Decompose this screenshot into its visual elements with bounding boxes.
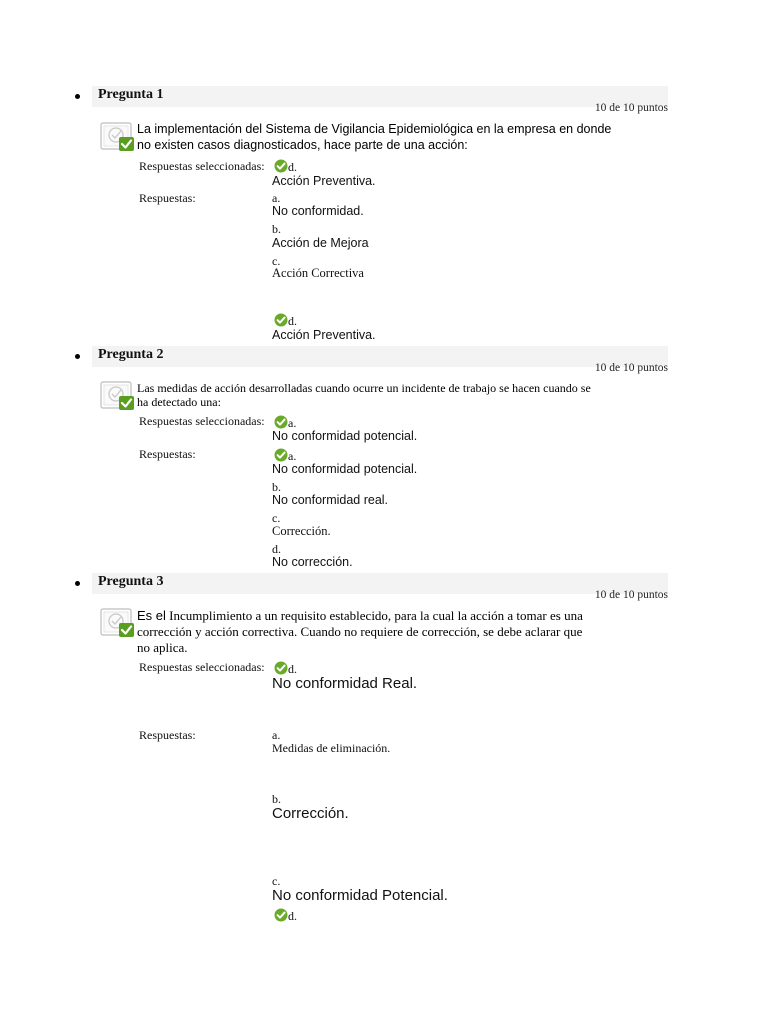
check-icon [274, 661, 288, 675]
question-title: Pregunta 1 [98, 87, 164, 102]
answer-letter: b. [272, 480, 281, 494]
list-bullet [75, 581, 80, 586]
question-text: Las medidas de acción desarrolladas cuando ocurre un incidente de trabajo se hacen cuando se ha detectado una: [137, 381, 591, 409]
answer-text: No conformidad. [272, 204, 364, 218]
answer-text: Medidas de eliminación. [272, 741, 391, 755]
answers-label: Respuestas: [139, 191, 196, 205]
selected-answer-letter: a. [288, 416, 297, 430]
correct-answer-icon [100, 607, 136, 639]
answer-text: No conformidad potencial. [272, 462, 418, 476]
check-icon [274, 313, 288, 327]
selected-answer-letter: d. [288, 160, 297, 174]
question-title: Pregunta 2 [98, 347, 164, 362]
correct-answer-icon [100, 380, 136, 412]
answer-letter: c. [272, 511, 281, 525]
answer-text: No conformidad real. [272, 493, 389, 507]
list-bullet [75, 94, 80, 99]
question-points: 10 de 10 puntos [594, 362, 668, 374]
check-icon [274, 415, 288, 429]
selected-answer-text: No conformidad potencial. [272, 429, 418, 443]
answer-letter: d. [272, 542, 281, 556]
question-text: Es el Incumplimiento a un requisito establecido, para la cual la acción a tomar es una corrección y acción correctiva. Cuando no requiere de corrección, se debe aclarar que no aplica. [137, 608, 583, 655]
question-points: 10 de 10 puntos [594, 589, 668, 601]
correct-answer-icon [100, 121, 136, 153]
selected-answer-text: Acción Preventiva. [272, 174, 376, 188]
answer-letter: d. [288, 909, 297, 923]
answer-letter: a. [288, 449, 297, 463]
answer-letter: c. [272, 874, 281, 888]
answer-text: Acción Preventiva. [272, 328, 376, 342]
question-title: Pregunta 3 [98, 574, 164, 589]
selected-answers-label: Respuestas seleccionadas: [139, 660, 265, 674]
answer-letter: a. [272, 191, 281, 205]
question-points: 10 de 10 puntos [594, 102, 668, 114]
selected-answer-letter: d. [288, 662, 297, 676]
answers-label: Respuestas: [139, 728, 196, 742]
answer-text: Corrección. [272, 524, 331, 538]
answer-text: Corrección. [272, 805, 349, 822]
answer-letter: c. [272, 254, 281, 268]
answer-text: No conformidad Potencial. [272, 887, 448, 904]
check-icon [274, 908, 288, 922]
question-text: La implementación del Sistema de Vigilancia Epidemiológica en la empresa en donde no existen casos diagnosticados, hace parte de una acción: [137, 122, 612, 152]
answer-letter: b. [272, 792, 281, 806]
selected-answer-text: No conformidad Real. [272, 675, 418, 692]
selected-answers-label: Respuestas seleccionadas: [139, 414, 265, 428]
answer-text: Acción de Mejora [272, 236, 369, 250]
answer-letter: b. [272, 222, 281, 236]
check-icon [274, 159, 288, 173]
answer-text: Acción Correctiva [272, 266, 364, 280]
selected-answers-label: Respuestas seleccionadas: [139, 159, 265, 173]
answer-text: No corrección. [272, 555, 353, 569]
list-bullet [75, 354, 80, 359]
check-icon [274, 448, 288, 462]
question-text-prefix: Es el [137, 608, 166, 623]
answers-label: Respuestas: [139, 447, 196, 461]
answer-letter: a. [272, 728, 281, 742]
answer-letter: d. [288, 314, 297, 328]
